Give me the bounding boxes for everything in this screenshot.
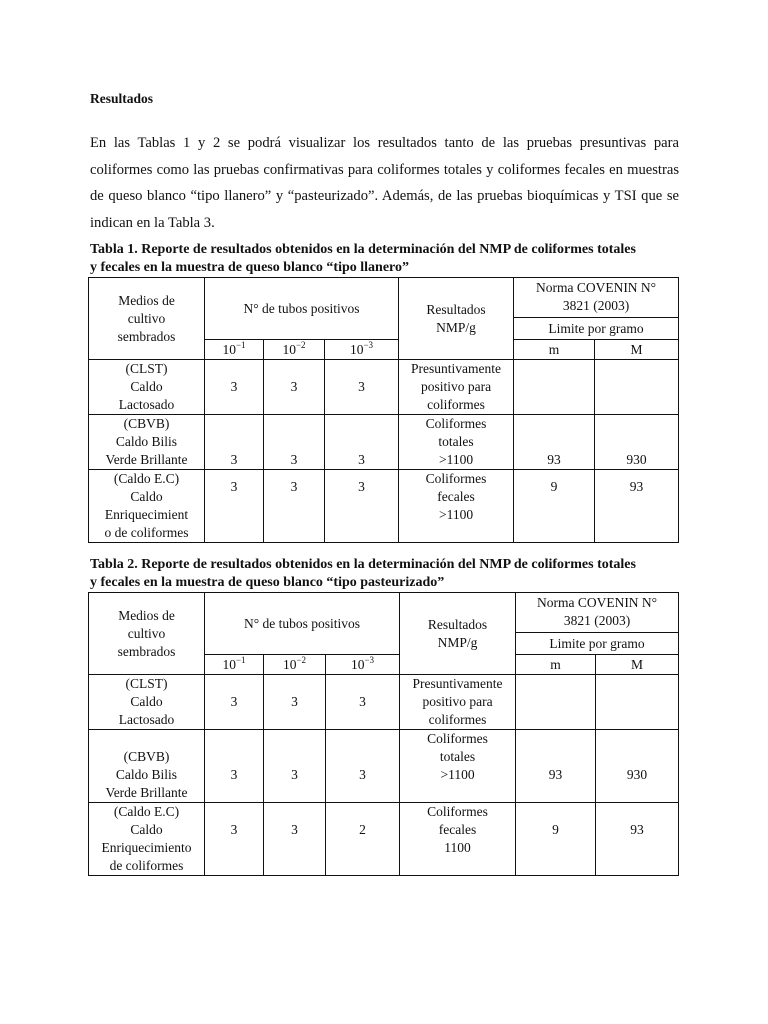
tubos-cell: 3 xyxy=(264,675,326,730)
intro-paragraph: En las Tablas 1 y 2 se podrá visualizar los resultados tanto de las pruebas presuntivas para coliformes como las pruebas confirmativas para coliformes totales y coliformes fecales en muestras de queso blanco “tipo llanero” y “pasteurizado”. Además, de las pruebas bioquímicas y TSI que se indican en la Tabla 3. xyxy=(90,135,679,231)
tubos-cell: 3 xyxy=(205,360,264,415)
norma-title: Norma COVENIN N° 3821 (2003) xyxy=(516,593,678,633)
resultado-cell: Coliformes totales >1100 xyxy=(399,415,514,470)
table-1 xyxy=(88,277,679,543)
limite-label: Limite por gramo xyxy=(549,636,645,651)
table-row xyxy=(89,415,679,470)
norma-header xyxy=(516,593,679,655)
medio-cell: (Caldo E.C) Caldo Enriquecimient o de coliformes xyxy=(89,470,205,543)
resultados-header: Resultados NMP/g xyxy=(400,593,516,675)
tubos-cell: 3 xyxy=(205,730,264,803)
tubos-cell: 3 xyxy=(205,415,264,470)
resultado-cell: Coliformes totales >1100 xyxy=(400,730,516,803)
table-2-caption-line2: y fecales en la muestra de queso blanco “tipo pasteurizado” xyxy=(90,575,445,590)
m-header: m xyxy=(514,340,595,360)
table-2-caption xyxy=(90,556,682,592)
tubos-cell: 3 xyxy=(326,675,400,730)
table-header-row xyxy=(89,593,679,655)
tubos-cell: 3 xyxy=(205,803,264,876)
tubos-cell: 3 xyxy=(264,470,325,543)
M-cell xyxy=(596,675,679,730)
M-cell: 93 xyxy=(595,470,679,543)
tubos-cell: 3 xyxy=(264,730,326,803)
section-heading: Resultados xyxy=(90,91,154,106)
resultado-cell: Coliformes fecales >1100 xyxy=(399,470,514,543)
table-2-caption-line1: Tabla 2. Reporte de resultados obtenidos en la determinación del NMP de coliformes totales xyxy=(90,557,636,572)
m-cell: 93 xyxy=(514,415,595,470)
m-cell: 93 xyxy=(516,730,596,803)
tubos-cell: 3 xyxy=(205,675,264,730)
tubos-header: N° de tubos positivos xyxy=(205,278,399,340)
table-1-caption xyxy=(90,241,682,277)
medios-header: Medios de cultivo sembrados xyxy=(89,278,205,360)
m-cell: 9 xyxy=(516,803,596,876)
M-cell xyxy=(595,360,679,415)
medio-cell: (CBVB) Caldo Bilis Verde Brillante xyxy=(89,730,205,803)
M-cell: 93 xyxy=(596,803,679,876)
resultado-cell: Presuntivamente positivo para coliformes xyxy=(400,675,516,730)
tubos-cell: 3 xyxy=(264,360,325,415)
M-header: M xyxy=(595,340,679,360)
tubos-cell: 3 xyxy=(264,803,326,876)
medio-cell: (Caldo E.C) Caldo Enriquecimiento de coliformes xyxy=(89,803,205,876)
tubos-header: N° de tubos positivos xyxy=(205,593,400,655)
table-row xyxy=(89,470,679,543)
m-cell xyxy=(516,675,596,730)
dilution-2: $10^{-2}$ xyxy=(264,340,325,360)
table-2 xyxy=(88,592,679,876)
table-row xyxy=(89,803,679,876)
table-1-caption-line1: Tabla 1. Reporte de resultados obtenidos en la determinación del NMP de coliformes totales xyxy=(90,242,636,257)
tubos-cell: 3 xyxy=(326,730,400,803)
m-header: m xyxy=(516,655,596,675)
M-cell: 930 xyxy=(596,730,679,803)
limite-label: Limite por gramo xyxy=(548,321,644,336)
resultados-header: Resultados NMP/g xyxy=(399,278,514,360)
medio-cell: (CBVB) Caldo Bilis Verde Brillante xyxy=(89,415,205,470)
tubos-cell: 3 xyxy=(325,360,399,415)
table-1-caption-line2: y fecales en la muestra de queso blanco “tipo llanero” xyxy=(90,260,410,275)
tubos-cell: 3 xyxy=(205,470,264,543)
table-row xyxy=(89,675,679,730)
dilution-3: $10^{-3}$ xyxy=(325,340,399,360)
m-cell xyxy=(514,360,595,415)
dilution-3: $10^{-3}$ xyxy=(326,655,400,675)
dilution-1: $10^{-1}$ xyxy=(205,655,264,675)
tubos-cell: 2 xyxy=(326,803,400,876)
medios-header: Medios de cultivo sembrados xyxy=(89,593,205,675)
medio-cell: (CLST) Caldo Lactosado xyxy=(89,675,205,730)
table-header-row xyxy=(89,278,679,340)
table-row xyxy=(89,360,679,415)
resultado-cell: Coliformes fecales 1100 xyxy=(400,803,516,876)
resultado-cell: Presuntivamente positivo para coliformes xyxy=(399,360,514,415)
dilution-1: $10^{-1}$ xyxy=(205,340,264,360)
tubos-cell: 3 xyxy=(325,470,399,543)
norma-header xyxy=(514,278,679,340)
M-cell: 930 xyxy=(595,415,679,470)
m-cell: 9 xyxy=(514,470,595,543)
dilution-2: $10^{-2}$ xyxy=(264,655,326,675)
tubos-cell: 3 xyxy=(264,415,325,470)
table-row xyxy=(89,730,679,803)
M-header: M xyxy=(596,655,679,675)
tubos-cell: 3 xyxy=(325,415,399,470)
medio-cell: (CLST) Caldo Lactosado xyxy=(89,360,205,415)
norma-title: Norma COVENIN N° 3821 (2003) xyxy=(514,278,678,318)
